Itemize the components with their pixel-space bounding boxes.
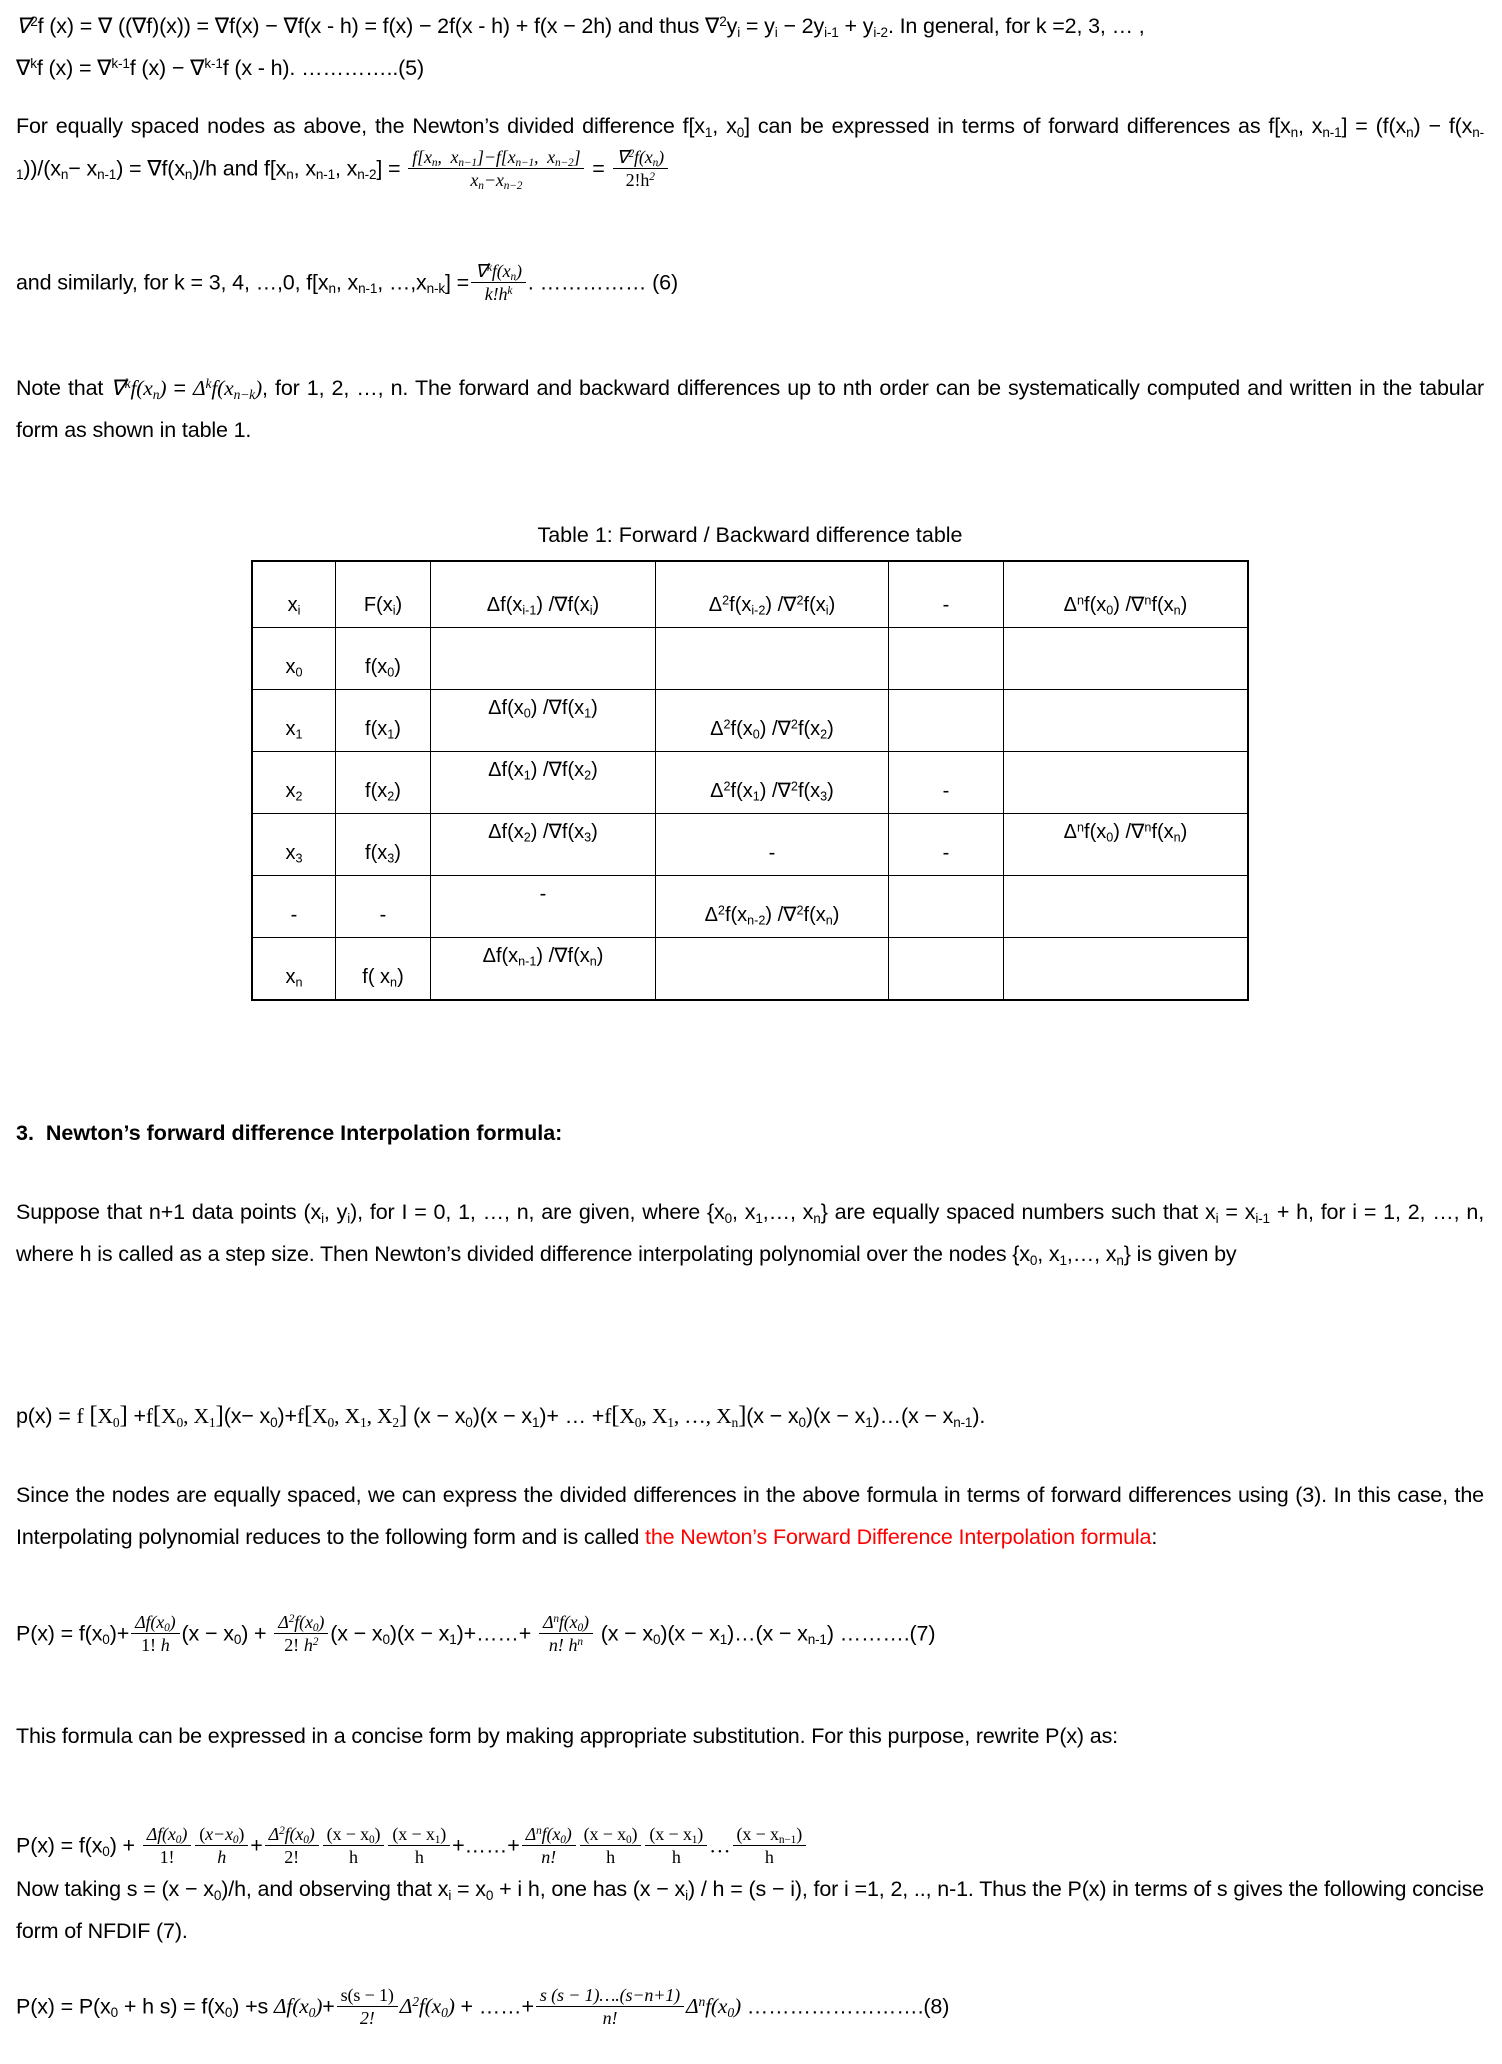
cell-x1: $x_1$ [252,690,336,752]
section-3-number: 3. [16,1121,34,1145]
para-dd-and: and f[x [222,156,287,181]
cell-empty [889,938,1004,1001]
cell-delta-f-x0: $\Delta f(x_0)$ $/\nabla f(x_1)$ [431,690,656,752]
para-now-a: Now taking s = (x − x [16,1877,214,1901]
cell-empty [889,690,1004,752]
para-since [16,1475,1484,1559]
para-since-black: Since the nodes are equally spaced, we can express the divided differences in the above formula in terms of forward differences using (3). In this case, the Interpolating polynomial reduces to the following form and is called [16,1483,1484,1549]
eq-px-tail: . [979,1404,986,1428]
fraction-delta-f-x0-over-1fact-h: $\frac{\Delta f(x_0)}{1! h}$ [131,1612,179,1655]
fraction-x-minus-x1-over-h: $\frac{(x - x_1)}{h}$ [388,1824,450,1867]
formula-eq8 [16,1986,1484,2029]
forward-backward-difference-table [251,560,1249,1001]
section-3-title: Newton’s forward difference Interpolation formula: [45,1121,563,1145]
para-eq5-text: ∇$^2$f (x) = ∇ ((∇f)(x)) = ∇f(x) − ∇f(x - h) = f(x) − 2f(x - h) + f(x − 2h) and thus $\nabla^2y_i = y_i - 2y_{i-1} + y_{i-2}$. In general, for k =2, 3, … , ∇$^k$f (x) = ∇$^{k-1}$f (x) − ∇$^{k-1}$f (x - h). …………..(5) [16,13,1145,80]
section-3-heading [16,1116,1484,1150]
cell-delta-f-xn-1: $\Delta f(x_{n-1})$ $/\nabla f(x_n)$ [431,938,656,1001]
eq-8: $P(x) = P(x_0 + h$ $s) = f(x_0) +s$ $\Delta f(x_0)+$ $\frac{s(s - 1)}{2!}$ $\Delta^2f(x_0)$ + ……+ $\frac{s (s - 1)\dots.(s-n+1)}{n!}$ $\Delta^nf(x_0)$ …………………….(8) [16,1985,950,2029]
table-caption: Table 1: Forward / Backward difference table [537,523,963,547]
cell-empty [656,628,889,690]
para-since-red: the Newton’s Forward Difference Interpolation formula [645,1524,1152,1549]
fraction-x-minus-x1-over-h-2: $\frac{(x - x_1)}{h}$ [645,1824,707,1867]
cell-empty [1004,628,1249,690]
header-cell-first-difference: $\Delta f(x_{i-1})$ $/\nabla f(x_i)$ [431,561,656,628]
table-row [252,628,1248,690]
paragraph-concise-form [16,1716,1484,1758]
eq-px-label: p(x) = [16,1404,77,1428]
paragraph-suppose [16,1192,1484,1276]
cell-dash: - [889,814,1004,876]
cell-fx2: $f(x_2)$ [336,752,431,814]
para-eq5-tail: In general, for k =2, 3, … , [899,14,1145,38]
eq8-lead: P(x) = P(x [16,1994,111,2019]
eq6-number: …………… (6) [539,270,678,295]
cell-delta2-f-xn-2: $\Delta^2f(x_{n-2})$ $/\nabla^2f(x_n)$ [656,876,889,938]
expr-nabla-k-f-xn: $\nabla^kf(x_n)$ [110,375,167,402]
paragraph-note-forward-backward [16,368,1484,452]
formula-px-divided-differences [16,1392,1484,1441]
eq8-number: …………………….(8) [746,1994,950,2019]
header-cell-dash: - [889,561,1004,628]
cell-x2: $x_2$ [252,752,336,814]
eq-px: p(x) = f $[X_0] +f[X_0$, $X_1](x- x_0)+f[X_0$, $X_1$, $X_2$] $(x - x_0)(x - x_1)+$ … $+f[X_0$, $X_1$, …, $X_n](x - x_0)(x$ − $x_1)\dots(x - x_{n-1})$. [16,1402,986,1430]
paragraph-since-equally-spaced [16,1475,1484,1559]
cell-fx1: $f(x_1)$ [336,690,431,752]
fraction-delta2-f-x0-over-2fact: $\frac{\Delta^2f(x_0)}{2!}$ [265,1824,319,1867]
table-row [252,752,1248,814]
cell-dash: - [431,876,656,938]
cell-xn: $x_n$ [252,938,336,1001]
fraction-x-minus-x0-over-h: $\frac{(x-x_0)}{h}$ [195,1824,248,1867]
header-cell-nth-difference: $\Delta^nf(x_0)$ $/\nabla^nf(x_n)$ [1004,561,1249,628]
cell-delta-f-x1: $\Delta f(x_1)$ $/\nabla f(x_2)$ [431,752,656,814]
cell-dash: - [336,876,431,938]
para-note: Note that $\nabla^kf(x_n) = \Delta^kf(x_{n-k})$, for 1, 2, …, n. The forward and backward differences up to nth order can be systematically computed and written in the tabular form as shown in table 1. [16,375,1485,442]
table-block [16,520,1484,1001]
cell-empty [889,876,1004,938]
para-dd-mid: ] can be expressed in terms of forward differences as f[x [744,114,1291,138]
para-suppose-e: } is given by [1123,1241,1237,1266]
fraction-delta-n-f-x0-over-nfact: $\frac{\Delta^nf(x_0)}{n!}$ [522,1824,576,1867]
table-row [252,814,1248,876]
cell-x3: $x_3$ [252,814,336,876]
cell-delta2-f-x0: $\Delta^2f(x_0)$ $/\nabla^2f(x_2)$ [656,690,889,752]
cell-delta-f-x2: $\Delta f(x_2)$ $/\nabla f(x_3)$ [431,814,656,876]
eq7-lead: P(x) = f(x [16,1621,103,1646]
fraction-delta-f-x0-over-1fact: $\frac{\Delta f(x_0)}{1!}$ [143,1824,191,1867]
para-concise: This formula can be expressed in a concise form by making appropriate substitution. For this purpose, rewrite P(x) as: [16,1724,1118,1748]
para-note-lead: Note that [16,376,104,400]
expr-delta-k-f-xn-k: $\Delta^kf(x_{n-k})$ [193,375,263,402]
table-row [252,690,1248,752]
header-cell-second-difference: $\Delta^2f(x_{i-2})$ $/\nabla^2f(x_i)$ [656,561,889,628]
fraction-second-divided-difference: $\frac{f[x_n, x_{n-1}]-f[x_{n-1}, x_{n-2}]}{x_n-x_{n-2}}$ [408,147,584,190]
para-divided-difference: For equally spaced nodes as above, the Newton’s divided difference $f[x_1$, $x_0$] can be expressed in terms of forward differences as $f[x_n$, $x_{n-1}] = (f(x_n) - f(x_{n-1}))/(x_n- x_{n-1}) = \nabla f(x_n)/h$ and $f[x_n$, $x_{n-1}$, $x_{n-2}$] = $\frac{f[x_n, x_{n-1}]-f[x_{n-1}, x_{n-2}]}{x_n-x_{n-2}}$ = $\frac{\nabla^2f(x_n)}{2!h^2}$ [16,114,1485,193]
paragraph-divided-difference [16,106,1484,191]
fraction-delta-n-f-x0-over-nfact-hn: $\frac{\Delta^nf(x_0)}{n! h^n}$ [539,1612,593,1655]
para-now-c: + i h, one has (x − x [493,1877,686,1901]
cell-delta-n-f-x0: $\Delta^nf(x_0)$ $/\nabla^nf(x_n)$ [1004,814,1249,876]
cell-fx3: $f(x_3)$ [336,814,431,876]
cell-empty [1004,752,1249,814]
cell-x0: $x_0$ [252,628,336,690]
fraction-x-minus-x0-over-h-3: $\frac{(x - x_0)}{h}$ [580,1824,642,1867]
cell-dash: - [889,752,1004,814]
fraction-nabla-k-over-kfact-hk: $\frac{\nabla^kf(x_n)}{k!h^k}$ [471,261,526,304]
eq-7: $P(x) = f(x_0)+$ $\frac{\Delta f(x_0)}{1! h}$ $(x - x_0)$ + $\frac{\Delta^2f(x_0)}{2! h^2}$ $(x - x_0)(x$ − $x_1)+\dots\dots+$ $\frac{\Delta^nf(x_0)}{n! h^n}$ $(x - x_0)(x$ − $x_1)\dots(x - x_{n-1})$ ……….(7) [16,1612,936,1656]
cell-empty [656,938,889,1001]
cell-empty [1004,690,1249,752]
para-eq6: and similarly, for k = 3, 4, …,0, $f[x_n$, $x_{n-1}$, $\dots,x_{n-k}$] = $\frac{\nabla^kf(x_n)}{k!h^k}$ . …………… (6) [16,261,678,305]
para-since-colon: : [1151,1524,1158,1549]
cell-fxn: f( $x_n$) [336,938,431,1001]
header-cell-fxi: $F(x_i)$ [336,561,431,628]
table-header-row [252,561,1248,628]
para-now-b: )/h, and observing that x [221,1877,449,1901]
paragraph-nabla-definition [16,6,1484,90]
table-row [252,938,1248,1001]
cell-empty [1004,876,1249,938]
eq5-number: …………..(5) [301,55,424,80]
header-cell-xi: $x_i$ [252,561,336,628]
para-dd-lead: For equally spaced nodes as above, the Newton’s divided difference f[x [16,114,705,138]
fraction-s-product-over-nfact: $\frac{s (s - 1)\dots.(s-n+1)}{n!}$ [536,1985,684,2028]
para-note-tail: , for 1, 2, …, n. The forward and backward differences up to nth order can be systematically computed and written in the tabular form as shown in table 1. [16,376,1485,442]
eq-px-rewritten: $P(x) = f(x_0)$ + $\frac{\Delta f(x_0)}{1!}$ $\frac{(x-x_0)}{h}$ + $\frac{\Delta^2f(x_0)}{2!}$ $\frac{(x - x_0)}{h}$ $\frac{(x - x_1)}{h}$ +……+ $\frac{\Delta^nf(x_0)}{n!}$ $\frac{(x - x_0)}{h}$ $\frac{(x - x_1)}{h}$ … $\frac{(x - x_{n-1})}{h}$ [16,1825,1484,1868]
para-suppose-c: } are equally spaced numbers such that x [820,1200,1216,1224]
fraction-s-s-minus-1-over-2fact: $\frac{s(s - 1)}{2!}$ [337,1985,398,2028]
cell-fx0: $f(x_0)$ [336,628,431,690]
formula-eq7 [16,1613,1484,1656]
table-row [252,876,1248,938]
cell-empty [1004,938,1249,1001]
para-eq5-connector: and thus [617,14,700,38]
cell-dash: - [656,814,889,876]
para-suppose-d: + h, for i = 1, 2, …, n, where h is called as a step size. Then Newton’s divided difference interpolating polynomial over the nodes {x [16,1200,1485,1266]
eq-rewrite-lead: P(x) = f(x [16,1833,103,1858]
para-suppose-a: Suppose that n+1 data points (x [16,1200,322,1224]
para-now-taking: Now taking $s = (x - x_0)/h$, and observing that $x_i = x_0 + i$ h, one has $(x - x_i) / h = (s - i)$, for i =1, 2, .., n-1. Thus the P(x) in terms of s gives the following concise form of NFDIF (7). [16,1877,1484,1943]
para-eq6-lead: and similarly, for k = 3, 4, …,0, f[x [16,270,329,295]
para-suppose: Suppose that n+1 data points ($x_i$, $y_i$), for I = 0, 1, …, n, are given, where {$x_0$, $x_1,\dots$, $x_n$} are equally spaced numbers such that $x_i = x_{i-1} + h$, for i = 1, 2, …, n, where h is called as a step size. Then Newton’s divided difference interpolating polynomial over the nodes {$x_0$, $x_1,\dots$, $x_n$} is given by [16,1200,1485,1268]
formula-px-rewritten [16,1825,1484,1868]
cell-delta2-f-x1: $\Delta^2f(x_1)$ $/\nabla^2f(x_3)$ [656,752,889,814]
cell-empty [431,628,656,690]
para-suppose-b: ), for I = 0, 1, …, n, are given, where {x [350,1200,725,1224]
fraction-x-minus-xn-1-over-h: $\frac{(x - x_{n-1})}{h}$ [733,1824,807,1867]
paragraph-now-taking-s [16,1869,1484,1953]
fraction-delta2-f-x0-over-2fact-h2: $\frac{\Delta^2f(x_0)}{2! h^2}$ [274,1612,328,1655]
section-heading-block [16,1116,1484,1150]
eq7-number: ……….(7) [839,1621,936,1646]
cell-dash: - [252,876,336,938]
paragraph-eq6 [16,262,1484,305]
cell-empty [889,628,1004,690]
fraction-nabla2-over-2h2: $\frac{\nabla^2f(x_n)}{2!h^2}$ [613,147,668,190]
fraction-x-minus-x0-over-h-2: $\frac{(x - x_0)}{h}$ [323,1824,385,1867]
para-now-d: ) / h = (s − i), for i =1, 2, .., n-1. Thus the P(x) in terms of s gives the following concise form of NFDIF (7). [16,1877,1484,1943]
